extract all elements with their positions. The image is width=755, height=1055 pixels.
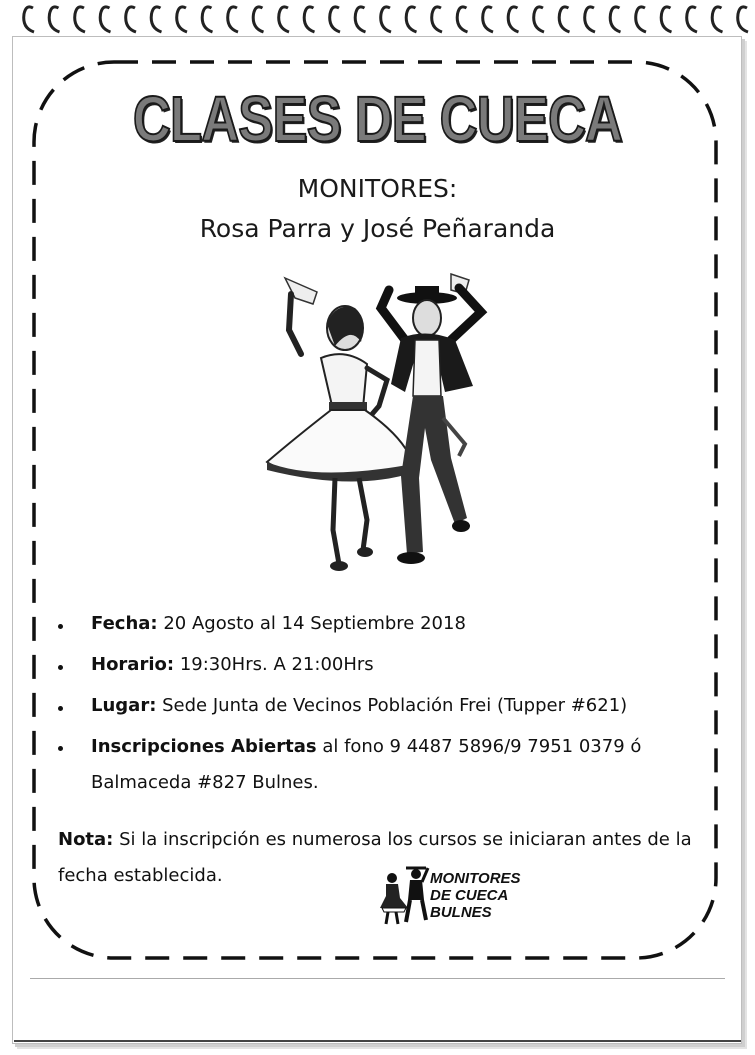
monitors-names: Rosa Parra y José Peñaranda — [199, 214, 556, 243]
horario-value: 19:30Hrs. A 21:00Hrs — [179, 654, 374, 675]
event-details — [56, 612, 706, 818]
logo-line: BULNES — [430, 904, 492, 921]
logo-line: MONITORES — [430, 870, 521, 887]
fecha-label: Fecha: — [91, 613, 158, 634]
horario-label: Horario: — [91, 654, 175, 675]
page-title: CLASES DE CUECA — [132, 83, 623, 155]
note-text: Si la inscripción es numerosa los cursos se iniciaran antes de la fecha establecida. — [58, 829, 692, 886]
dancers-logo-icon — [378, 862, 430, 928]
list-item — [56, 653, 706, 677]
logo-line: DE CUECA — [430, 887, 509, 904]
list-item — [56, 694, 706, 718]
cueca-dancers-illustration — [255, 268, 495, 580]
list-item — [56, 612, 706, 636]
list-item — [56, 729, 706, 801]
fecha-value: 20 Agosto al 14 Septiembre 2018 — [163, 613, 466, 634]
note-label: Nota: — [58, 829, 114, 850]
monitors-label: MONITORES: — [297, 174, 458, 203]
inscripciones-value: al fono 9 4487 5896/9 7951 0379 ó Balmaceda #827 Bulnes. — [91, 736, 642, 793]
lugar-value: Sede Junta de Vecinos Población Frei (Tupper #621) — [162, 695, 628, 716]
inscripciones-label: Inscripciones Abiertas — [91, 736, 317, 757]
monitores-logo — [378, 862, 548, 928]
lugar-label: Lugar: — [91, 695, 157, 716]
